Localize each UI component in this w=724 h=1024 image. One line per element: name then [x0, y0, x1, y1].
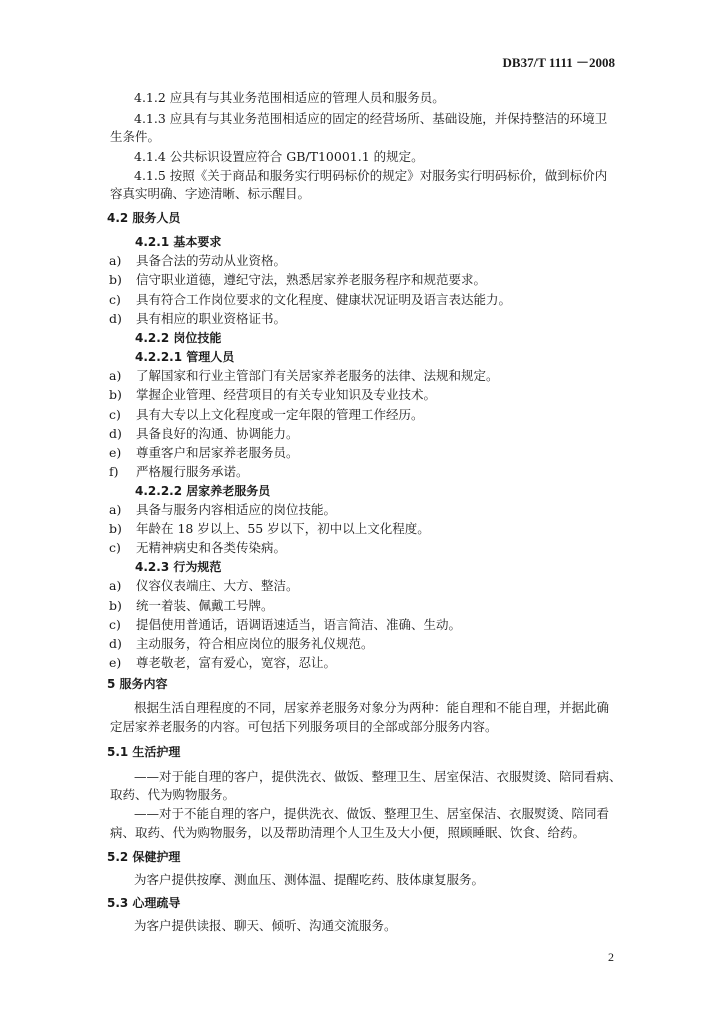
- section-5-1-para2-line2: 病、取药、代为购物服务，以及帮助清理个人卫生及大小便，照顾睡眠、饮食、给药。: [110, 825, 586, 840]
- clause-4-1-3-line2: 生条件。: [110, 129, 161, 144]
- section-5-2-heading: 5.2 保健护理: [107, 850, 181, 864]
- section-5-1-para2-line1: ——对于不能自理的客户，提供洗衣、做饭、整理卫生、居室保洁、衣服熨烫、陪同看: [134, 806, 610, 821]
- section-5-1-heading: 5.1 生活护理: [107, 745, 181, 759]
- section-5-3-text: 为客户提供读报、聊天、倾听、沟通交流服务。: [134, 918, 397, 933]
- section-5-1-para1-line1: ——对于能自理的客户，提供洗衣、做饭、整理卫生、居室保洁、衣服熨烫、陪同看病、: [134, 769, 622, 784]
- section-5-intro-line2: 定居家养老服务的内容。可包括下列服务项目的全部或部分服务内容。: [110, 719, 498, 734]
- section-4-2-2-1-heading: 4.2.2.1 管理人员: [135, 350, 235, 364]
- section-5-3-heading: 5.3 心理疏导: [107, 896, 181, 910]
- clause-4-1-5-line2: 容真实明确、字迹清晰、标示醒目。: [110, 186, 311, 201]
- section-5-intro-line1: 根据生活自理程度的不同，居家养老服务对象分为两种：能自理和不能自理，并据此确: [134, 700, 610, 715]
- section-5-heading: 5 服务内容: [107, 677, 168, 691]
- section-5-1-para1-line2: 取药、代为购物服务。: [110, 787, 236, 802]
- clause-4-1-5-line1: 4.1.5 按照《关于商品和服务实行明码标价的规定》对服务实行明码标价，做到标价内: [134, 168, 608, 183]
- clause-4-1-3-line1: 4.1.3 应具有与其业务范围相适应的固定的经营场所、基础设施，并保持整洁的环境卫: [134, 111, 608, 126]
- clause-4-1-4: 4.1.4 公共标识设置应符合 GB/T10001.1 的规定。: [134, 149, 424, 164]
- section-4-2-2-heading: 4.2.2 岗位技能: [135, 331, 222, 345]
- clause-4-1-2: 4.1.2 应具有与其业务范围相适应的管理人员和服务员。: [134, 90, 445, 105]
- section-4-2-2-2-heading: 4.2.2.2 居家养老服务员: [135, 484, 271, 498]
- page-number: 2: [608, 950, 614, 964]
- section-5-2-text: 为客户提供按摩、测血压、测体温、提醒吃药、肢体康复服务。: [134, 872, 485, 887]
- section-4-2-heading: 4.2 服务人员: [107, 211, 181, 225]
- section-4-2-1-heading: 4.2.1 基本要求: [135, 235, 222, 249]
- section-4-2-3-heading: 4.2.3 行为规范: [135, 560, 222, 574]
- document-header-code: DB37/T 1111 －2008: [502, 55, 615, 70]
